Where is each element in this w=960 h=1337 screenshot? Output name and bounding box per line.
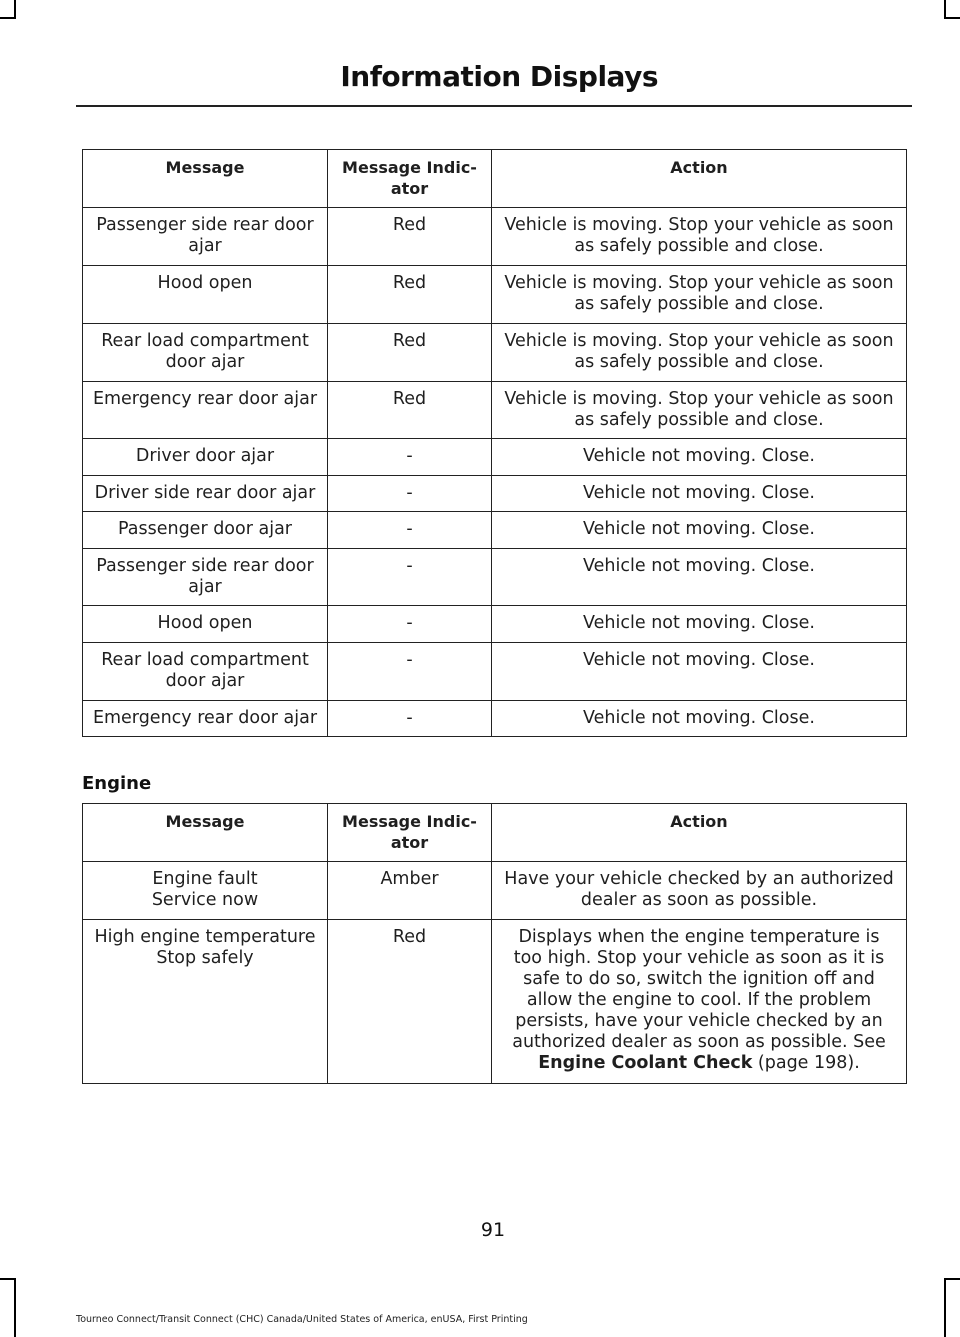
action-cell: Have your vehicle checked by an authorized dealer as soon as possible.: [492, 862, 907, 920]
table-header-row: [83, 150, 907, 208]
crop-mark-top-left-h: [0, 17, 16, 19]
message-cell: Passenger side rear door ajar: [83, 208, 328, 266]
message-cell: Rear load compartment door ajar: [83, 643, 328, 701]
column-header-action: Action: [492, 150, 907, 208]
table-row: [83, 920, 907, 1084]
table-row: [83, 701, 907, 737]
message-cell: Rear load compartment door ajar: [83, 324, 328, 382]
message-cell: High engine temperature Stop safely: [83, 920, 328, 1084]
indicator-cell: -: [328, 549, 492, 606]
crop-mark-bottom-left-v: [14, 1278, 16, 1337]
action-cell: Vehicle not moving. Close.: [492, 701, 907, 737]
action-cell: Vehicle not moving. Close.: [492, 512, 907, 549]
action-cell: Vehicle not moving. Close.: [492, 476, 907, 512]
table-header-row: [83, 804, 907, 862]
table-row: [83, 439, 907, 476]
message-cell: Emergency rear door ajar: [83, 382, 328, 439]
column-header-message: Message: [83, 804, 328, 862]
table-row: [83, 512, 907, 549]
table-row: [83, 862, 907, 920]
table-row: [83, 382, 907, 439]
action-cell: Vehicle not moving. Close.: [492, 606, 907, 643]
column-header-indicator: Message Indic- ator: [328, 150, 492, 208]
action-cell: Vehicle is moving. Stop your vehicle as soon as safely possible and close.: [492, 208, 907, 266]
engine-messages-table: [82, 803, 907, 1084]
crop-mark-top-left-v: [14, 0, 16, 18]
action-text: Displays when the engine temperature is too high. Stop your vehicle as soon as it is safe to do so, switch the ignition off and allow the engine to cool. If the problem persists, have your vehicle checked by an authorized dealer as soon as possible. See: [512, 927, 886, 1052]
table-row: [83, 606, 907, 643]
indicator-cell: Red: [328, 324, 492, 382]
message-cell: Driver door ajar: [83, 439, 328, 476]
indicator-cell: -: [328, 476, 492, 512]
door-messages-table: [82, 149, 907, 737]
action-cell: Vehicle not moving. Close.: [492, 549, 907, 606]
table-row: [83, 476, 907, 512]
message-cell: Driver side rear door ajar: [83, 476, 328, 512]
indicator-cell: Red: [328, 208, 492, 266]
message-cell: Engine fault Service now: [83, 862, 328, 920]
message-cell: Emergency rear door ajar: [83, 701, 328, 737]
indicator-cell: Red: [328, 920, 492, 1084]
action-cell: Vehicle is moving. Stop your vehicle as soon as safely possible and close.: [492, 382, 907, 439]
crop-mark-bottom-left-h: [0, 1278, 16, 1280]
message-cell: Passenger side rear door ajar: [83, 549, 328, 606]
header-divider: [76, 105, 912, 107]
column-header-action: Action: [492, 804, 907, 862]
table-row: [83, 208, 907, 266]
message-cell: Hood open: [83, 266, 328, 324]
table-row: [83, 324, 907, 382]
indicator-cell: -: [328, 606, 492, 643]
table-row: [83, 549, 907, 606]
table-row: [83, 266, 907, 324]
action-cell: Vehicle not moving. Close.: [492, 439, 907, 476]
crop-mark-bottom-right-h: [944, 1278, 960, 1280]
action-cell: Vehicle is moving. Stop your vehicle as soon as safely possible and close.: [492, 266, 907, 324]
column-header-message: Message: [83, 150, 328, 208]
indicator-cell: Red: [328, 382, 492, 439]
crop-mark-top-right-v: [944, 0, 946, 18]
engine-coolant-check-link[interactable]: Engine Coolant Check: [538, 1053, 753, 1073]
page-reference: (page 198).: [752, 1053, 860, 1073]
action-cell: Vehicle not moving. Close.: [492, 643, 907, 701]
action-cell: [492, 920, 907, 1084]
section-heading-engine: Engine: [82, 773, 152, 794]
indicator-cell: -: [328, 643, 492, 701]
message-cell: Passenger door ajar: [83, 512, 328, 549]
indicator-cell: Red: [328, 266, 492, 324]
page-header-title: Information Displays: [340, 60, 658, 93]
document-footer: Tourneo Connect/Transit Connect (CHC) Canada/United States of America, enUSA, First Printing: [76, 1314, 528, 1325]
page-number: 91: [480, 1219, 506, 1241]
indicator-cell: -: [328, 701, 492, 737]
action-cell: Vehicle is moving. Stop your vehicle as soon as safely possible and close.: [492, 324, 907, 382]
indicator-cell: -: [328, 439, 492, 476]
column-header-indicator: Message Indic- ator: [328, 804, 492, 862]
crop-mark-top-right-h: [944, 17, 960, 19]
table-row: [83, 643, 907, 701]
message-cell: Hood open: [83, 606, 328, 643]
indicator-cell: -: [328, 512, 492, 549]
indicator-cell: Amber: [328, 862, 492, 920]
crop-mark-bottom-right-v: [944, 1278, 946, 1337]
